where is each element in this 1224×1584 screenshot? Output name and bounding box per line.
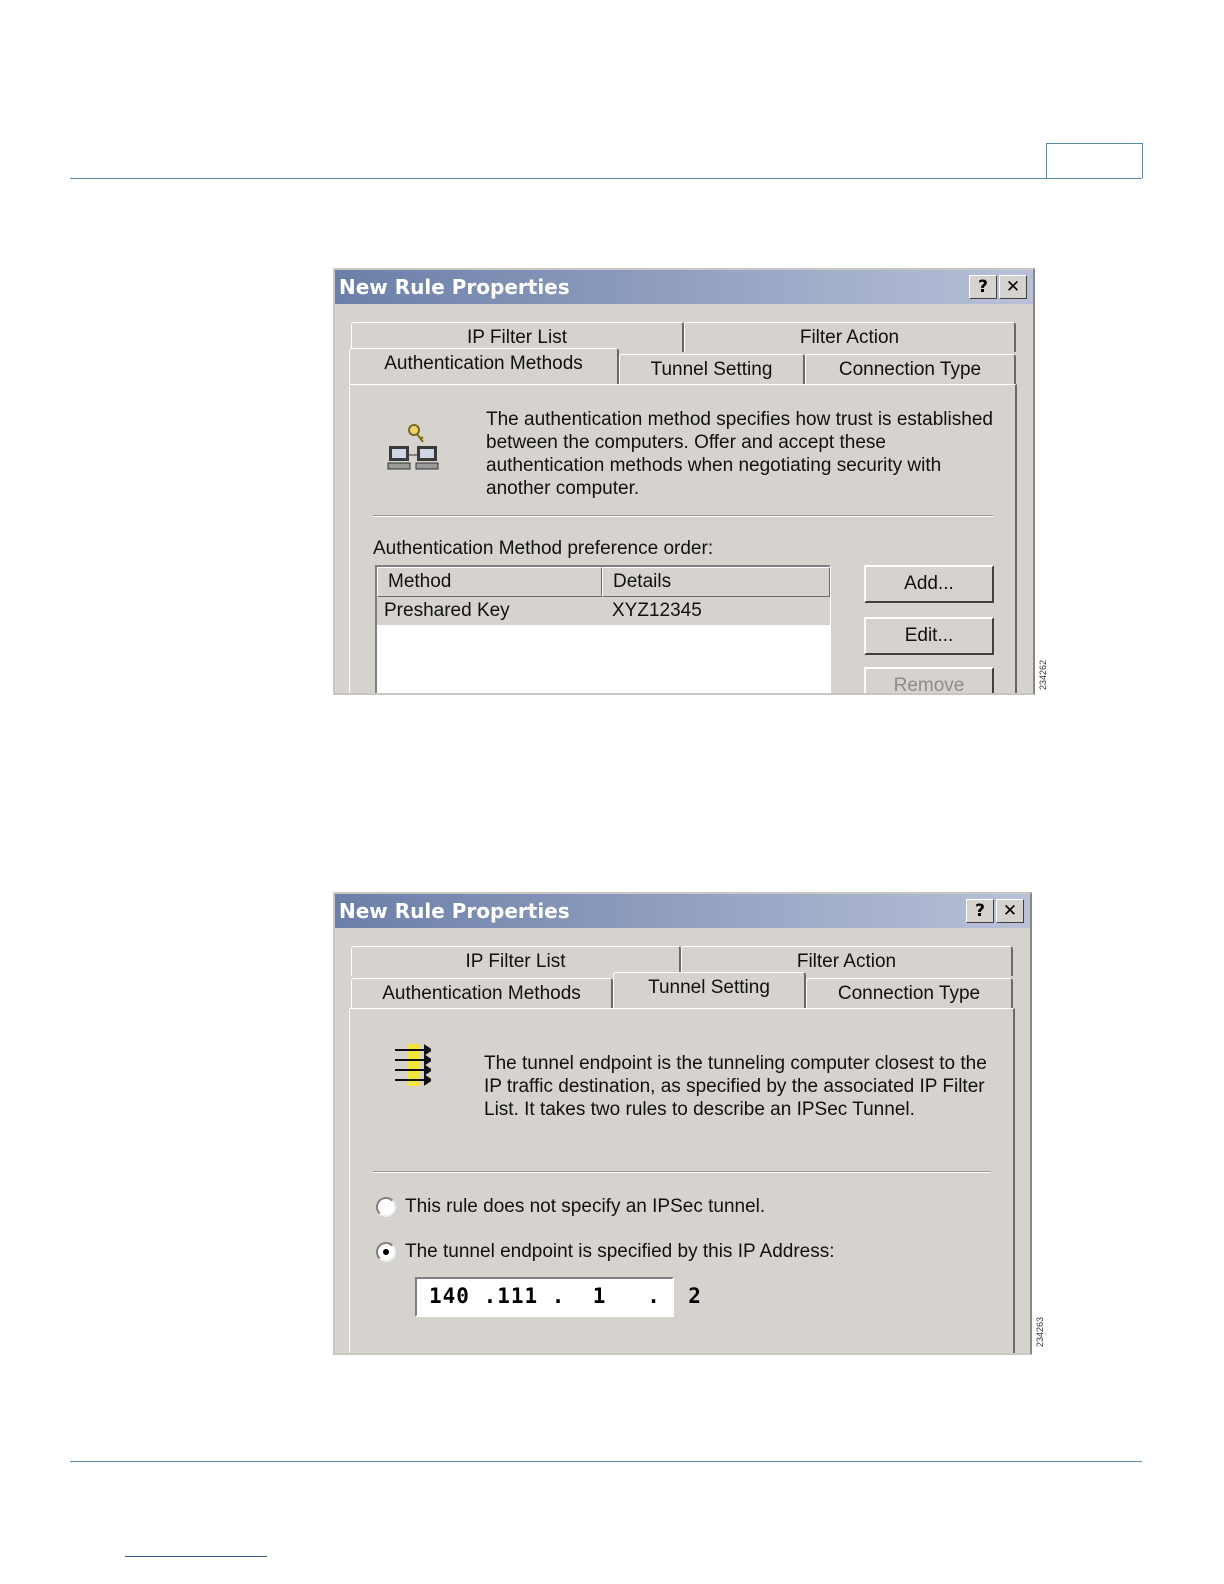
description-text: The tunnel endpoint is the tunneling computer closest to the IP traffic destination, as specified by the associated IP Filter List. It takes two rules to describe an IPSec Tunnel. [484,1053,987,1120]
radio-selected-dot [383,1249,389,1255]
remove-button[interactable]: Remove [864,667,994,695]
radio-no-tunnel-label[interactable]: This rule does not specify an IPSec tunnel. [405,1196,766,1217]
add-button[interactable]: Add... [864,565,994,603]
column-header-method[interactable]: Method [377,567,602,597]
figure-id: 234262 [1038,659,1048,690]
tab-connection-type[interactable]: Connection Type [805,354,1016,384]
cell-details: XYZ12345 [612,600,702,621]
tab-ip-filter-list[interactable]: IP Filter List [351,322,684,352]
radio-ip-address[interactable] [376,1242,396,1262]
table-row[interactable] [377,597,830,625]
description-text: The authentication method specifies how trust is established between the computers. Offer and accept these authentication methods when negotiating security with another computer. [486,409,993,499]
header-rule [70,178,1142,179]
dialog-title: New Rule Properties [335,270,1033,304]
close-button[interactable]: ✕ [999,275,1027,299]
footer-link-underline [125,1556,267,1557]
figure-id: 234263 [1035,1316,1045,1347]
tab-authentication-methods[interactable]: Authentication Methods [351,978,613,1008]
edit-button[interactable]: Edit... [864,617,994,655]
cell-method: Preshared Key [384,600,510,621]
footer-rule [70,1461,1142,1462]
tab-filter-action[interactable]: Filter Action [684,322,1016,352]
radio-no-tunnel[interactable] [376,1197,396,1217]
tab-tunnel-setting[interactable]: Tunnel Setting [613,972,806,1008]
help-button[interactable]: ? [969,275,997,299]
ip-address-field[interactable]: 140 .111 . 1 . 2 [415,1277,674,1317]
tab-connection-type[interactable]: Connection Type [806,978,1013,1008]
computers-key-icon [385,418,445,476]
tab-tunnel-setting[interactable]: Tunnel Setting [619,354,805,384]
dialog-authentication-methods [333,268,1035,695]
radio-ip-address-label[interactable]: The tunnel endpoint is specified by this IP Address: [405,1241,835,1262]
dialog-title: New Rule Properties [335,894,1030,928]
help-button[interactable]: ? [966,899,994,923]
list-label: Authentication Method preference order: [373,538,714,559]
tab-ip-filter-list[interactable]: IP Filter List [351,946,681,976]
tunnel-arrows-icon [391,1042,431,1088]
auth-methods-list[interactable] [375,565,831,695]
tab-filter-action[interactable]: Filter Action [681,946,1013,976]
separator [373,1171,990,1173]
separator [373,515,993,517]
column-header-details[interactable]: Details [602,567,830,597]
header-box [1046,143,1143,178]
close-button[interactable]: ✕ [996,899,1024,923]
dialog-tunnel-setting [333,892,1032,1355]
tab-authentication-methods[interactable]: Authentication Methods [349,348,619,384]
